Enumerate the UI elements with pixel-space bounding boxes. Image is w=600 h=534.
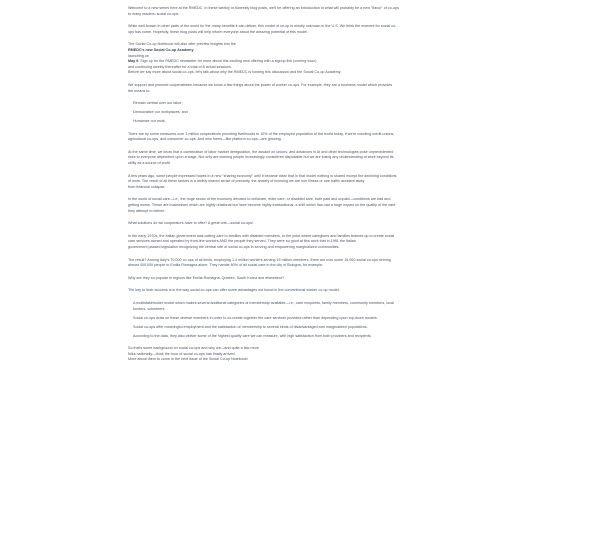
paragraph-italy-history: [128, 234, 473, 251]
text-line: In the early 1970s, the Italian government was cutting care to families with disabled members, to the point where caregivers and families teamed up to create social: [128, 233, 395, 238]
text-line: risks to everyone dependent upon a wage. Not only are working people increasingly considered disposable but we are losing any understanding of work beyond its: [128, 155, 394, 160]
paragraph-support: [128, 83, 473, 94]
text-line: ops has come. Hopefully, these blog posts will help inform everyone about the amazing potential of this model.: [128, 29, 308, 34]
text-line: The result? Among Italy's 70,000 co-ops of all kinds, employing 1.4 million workers serving 15 million members, there are now some 15,000 social co-ops serving: [128, 257, 391, 262]
text-line: of work. The result of all these factors is a widely shared sense of precarity, the anxiety of knowing we are one illness or one traffic accident away: [128, 179, 365, 184]
list-item: Social co-ops draw on these diverse members in order to co-create together the care services provided rather than depending upon top-down models.: [133, 315, 378, 320]
article-body: [128, 6, 473, 370]
text-line: While well-known in other parts of the world for the many benefits it can deliver, this model of co-op is mostly unknown in the U.S. We think the moment for social co-: [128, 24, 397, 29]
paragraph-academy: [128, 42, 473, 76]
academy-link[interactable]: RMEDC's new Social Co-op Academy: [128, 47, 194, 52]
paragraph-key-success: [128, 288, 473, 294]
text-line: More about them to come in the next issue of the Social Co-op Notebook!: [128, 357, 248, 362]
paragraph-cooperatives: [128, 132, 473, 143]
text-line: they attempt to deliver.: [128, 208, 166, 213]
text-line: the means to:: [128, 88, 151, 93]
text-line: The key to their success is in the way social co-ops can offer some advantages not found in the conventional worker co-op model:: [128, 288, 340, 293]
paragraph-model: [128, 24, 473, 35]
text-line: So that's some background on social co-ops and why we—and quite a few more: [128, 346, 259, 351]
text-line: In the world of social care—i.e., the huge sector of the economy devoted to childcare, elder care, or disabled care, both paid and unpaid—conditions are bad and: [128, 197, 391, 202]
paragraph-risks: [128, 150, 473, 167]
text-line: A multistakeholder model which makes several additional categories of membership available—i.e., care recipients, family members, community members, local: [133, 300, 394, 305]
text-line: A few years ago, some people expressed hopes in a new "sharing economy" until it became clear that in that model nothing is shared except the declining conditions: [128, 173, 397, 178]
text-line: utility as a source of profit.: [128, 161, 171, 166]
text-line: The Social Co-op Notebook will also offer preview insights into the: [128, 42, 236, 47]
paragraph-intro: [128, 6, 473, 17]
text-line: There are by some measures over 3 million cooperatives providing livelihoods to 10% of the employed population of the world today, if we're counting credit unions,: [128, 131, 395, 136]
text-line: funders, volunteers.: [133, 306, 166, 311]
paragraph-popularity: [128, 276, 473, 282]
text-line: agricultural co-ops, and consumer co-ops. And new forms—like platform co-ops—are growing.: [128, 137, 282, 142]
list-item: Social co-ops offer meaningful employment and the satisfaction of membership to several kinds of disadvantaged and marginalized populations.: [133, 324, 368, 329]
text-line: Welcome to a new series here at the RMEDC. In these weekly or biweekly blog posts, we'll be offering an introduction to what will probably be a new "flavor" of co-ops: [128, 6, 399, 10]
list-item: [133, 301, 473, 312]
paragraph-social-care: [128, 197, 473, 214]
text-line: almost 400,000 people in Emilia Romagna alone. They handle 60% of all social care in the city of Bologna, for example.: [128, 263, 324, 268]
text-line: care services owned and operated by front-line workers AND the people they served. They were so good at this work that in 1991 the Italian: [128, 239, 356, 244]
text-line: and continuing weekly thereafter for a total of 8 virtual sessions.: [128, 64, 232, 69]
benefits-list: [128, 101, 473, 125]
signup-text: . Sign up for the RMEDC newsletter for more about this exciting new offering with a signup link (coming soon): [138, 59, 317, 64]
text-line: At the same time, we know that a combination of labor market deregulation, the assault on unions, and advances in AI and other technologies pose unprecedented: [128, 149, 394, 154]
text-line: from financial collapse.: [128, 184, 166, 189]
text-line: launching on: [128, 53, 149, 58]
text-line: Before we say more about social co-ops, let's talk about why the RMEDC is hosting this discussion and the Social Co-op Academy.: [128, 70, 342, 75]
paragraph-closing: [128, 346, 473, 363]
paragraph-result: [128, 258, 473, 269]
text-line: What solutions do we cooperators have to offer? A great one—social co-ops!: [128, 221, 253, 226]
launch-date: May 9: [128, 59, 139, 64]
paragraph-sharing-economy: [128, 174, 473, 191]
text-line: folks nationally—think the hour of social co-ops has finally arrived.: [128, 351, 236, 356]
text-line: to many readers: social co-ops.: [128, 11, 180, 16]
text-line: government passed legislation recognizing the central role of social co-ops in serving and empowering marginalized communities.: [128, 245, 340, 249]
text-line: We support and promote cooperativism because we know a few things about the power of worker co-ops. For example, they are a business model which provides: [128, 82, 393, 87]
paragraph-solutions: [128, 221, 473, 227]
list-item: According to the data, they also deliver some of the highest quality care we can measure, with high satisfaction from both providers and recipients.: [133, 333, 372, 338]
text-line: Why are they so popular in regions like Emilia Romagna, Quebec, South Korea and elsewhere?: [128, 275, 285, 280]
list-item: Democratize our workplaces; and: [133, 110, 188, 115]
list-item: Humanize our work.: [133, 119, 166, 124]
list-item: Remain central over our labor;: [133, 101, 183, 106]
advantages-list: [128, 301, 473, 339]
text-line: getting worse. These are businesses which are highly relational but have become highly transactional, a shift which has had a huge impact on the quality of the care: [128, 203, 396, 208]
